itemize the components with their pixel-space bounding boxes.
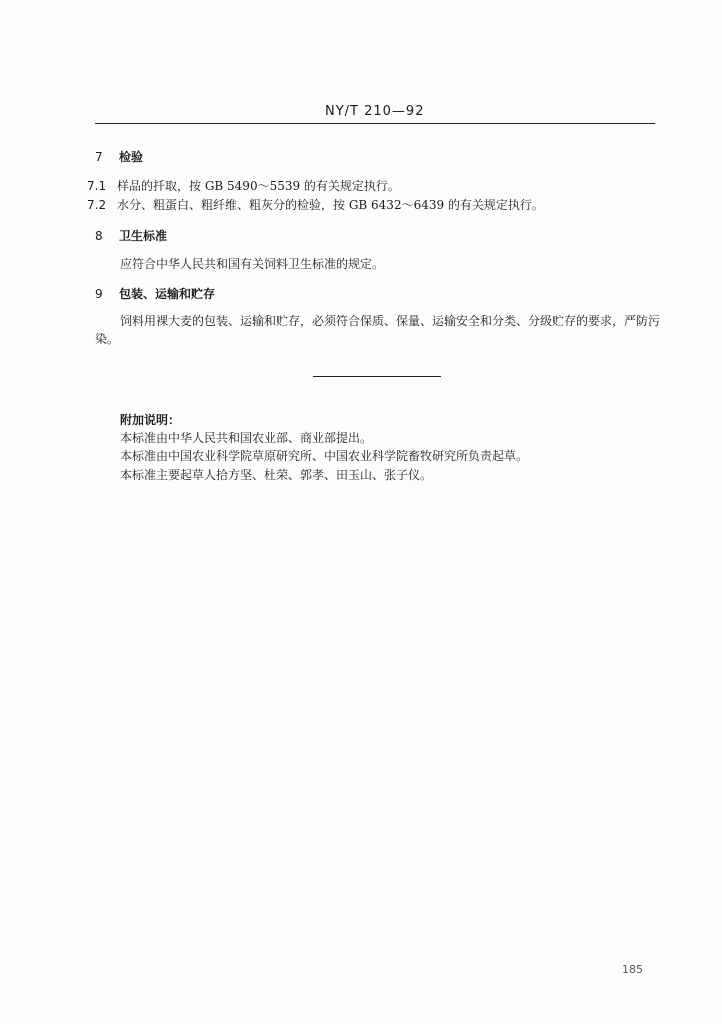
- section-9-title: 包装、运输和贮存: [119, 287, 216, 301]
- section-8-heading: [95, 228, 167, 244]
- section-8-number: 8: [95, 229, 103, 243]
- clause-7-1: [87, 178, 400, 194]
- notes-line-1: 本标准由中华人民共和国农业部、商业部提出。: [120, 431, 373, 445]
- notes-line-2: 本标准由中国农业科学院草原研究所、中国农业科学院畜牧研究所负责起草。: [120, 449, 529, 463]
- end-rule: [313, 376, 441, 377]
- clause-7-2: [87, 197, 544, 213]
- section-9-heading: [95, 286, 215, 302]
- notes-title: 附加说明：: [120, 413, 181, 427]
- header-rule: [95, 123, 655, 124]
- page-number: 185: [622, 963, 643, 976]
- section-9-text-line2: 染。: [95, 332, 120, 346]
- standard-code: NY/T 210—92: [325, 104, 425, 119]
- section-7-number: 7: [95, 150, 103, 164]
- section-9-number: 9: [95, 287, 103, 301]
- clause-7-2-text: 水分、粗蛋白、粗纤维、粗灰分的检验，按 GB 6432～6439 的有关规定执行。: [117, 198, 544, 212]
- section-7-title: 检验: [119, 150, 144, 164]
- clause-7-1-number: 7.1: [87, 179, 107, 193]
- section-8-title: 卫生标准: [119, 229, 168, 243]
- section-7-heading: [95, 149, 143, 165]
- section-8-text: 应符合中华人民共和国有关饲料卫生标准的规定。: [120, 257, 385, 271]
- section-9-text-line1: 饲料用裸大麦的包装、运输和贮存，必须符合保质、保量、运输安全和分类、分级贮存的要求，严防污: [120, 314, 661, 328]
- clause-7-2-number: 7.2: [87, 198, 107, 212]
- notes-line-3: 本标准主要起草人拾方坚、杜荣、郭孝、田玉山、张子仪。: [120, 468, 433, 482]
- clause-7-1-text: 样品的扦取，按 GB 5490～5539 的有关规定执行。: [117, 179, 400, 193]
